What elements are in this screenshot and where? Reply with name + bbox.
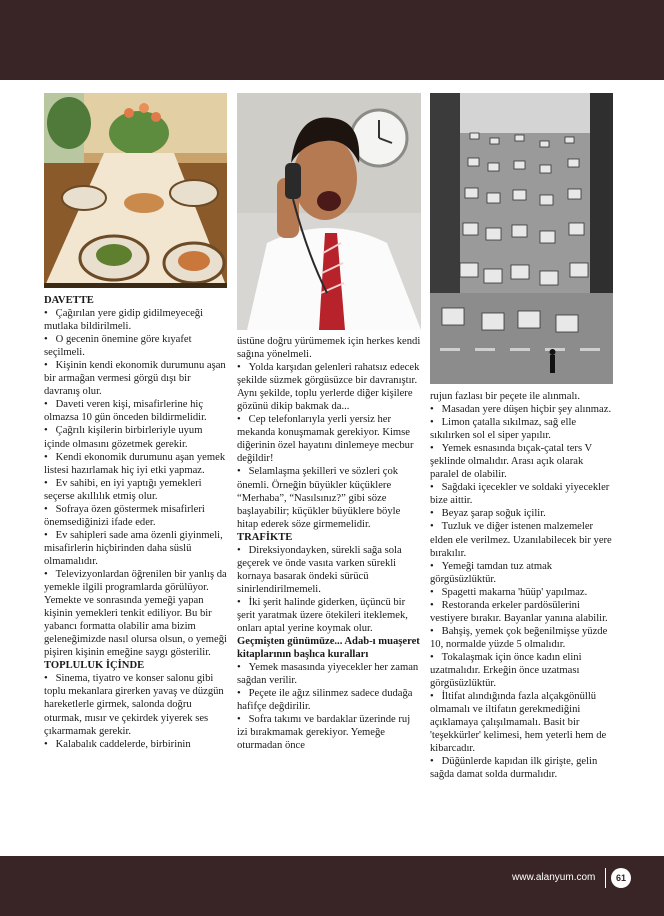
list-item: • Selamlaşma şekilleri ve sözleri çok önemli. Örneğin büyükler küçüklere “Merhaba”, “Nasılsınız?” gibi söze başlayabilir; küçükler büyüklere böyle hitap ederek söze girmemelidir. bbox=[237, 465, 421, 530]
list-item: • Yemeği tamdan tuz atmak görgüsüzlüktür. bbox=[430, 560, 614, 586]
continuation-text: rujun fazlası bir peçete ile alınmalı. bbox=[430, 391, 581, 402]
list-item: • Daveti veren kişi, misafirlerine hiç olmazsa 10 gün önceden bildirmelidir. bbox=[44, 398, 228, 424]
section-heading-davette: DAVETTE bbox=[44, 295, 94, 306]
footer-website-link[interactable]: www.alanyum.com bbox=[512, 872, 596, 883]
list-item: • Tuzluk ve diğer istenen malzemeler elden ele verilmez. Uzanılabilecek bir yere bırakılır. bbox=[430, 520, 614, 559]
traffic-jam-photo bbox=[430, 93, 613, 384]
list-item: • Limon çatalla sıkılmaz, sağ elle sıkılırken sol el siper yapılır. bbox=[430, 416, 614, 442]
bottom-color-band bbox=[0, 856, 664, 916]
list-item: • Yemek esnasında bıçak-çatal ters V şeklinde olmalıdır. Arası açık olarak paralel de olabilir. bbox=[430, 442, 614, 481]
dinner-table-photo bbox=[44, 93, 227, 288]
text-column-2 bbox=[237, 335, 421, 753]
list-item: • O gecenin önemine göre kıyafet seçilmeli. bbox=[44, 333, 228, 359]
section-heading-trafik: TRAFİKTE bbox=[237, 531, 293, 543]
list-item: • Kendi ekonomik durumunu aşan yemek listesi hazırlamak hiç iyi etki yapmaz. bbox=[44, 451, 228, 477]
list-item: • Çağrılı kişilerin birbirleriyle uyum içinde olmasını gözetmek gerekir. bbox=[44, 424, 228, 450]
footer-divider bbox=[605, 868, 606, 888]
list-item: • Tokalaşmak için önce kadın elini uzatmalıdır. Erkeğin önce uzatması görgüsüzlüktür. bbox=[430, 651, 614, 690]
list-item: • Kişinin kendi ekonomik durumunu aşan bir armağan vermesi görgü dışı bir davranış olur. bbox=[44, 359, 228, 398]
list-item: • Televizyonlardan öğrenilen bir yanlış da yemekle ilgili programlarda görülüyor. Yemekte ve sonrasında yemeği yapan kişinin yemekleri tenkit ediliyor. Bu bir yabancı formatta olabilir ama bizim geleneğimizde nasıl olursa olsun, o yemeği pişiren kişinin emeğine saygı gösterilir. bbox=[44, 568, 228, 659]
list-item: • Yolda karşıdan gelenleri rahatsız edecek şekilde süzmek görgüsüzce bir davranıştır. Aynı şekilde, toplu yerlerde diğer kişilere gözünü dikip bakmak da... bbox=[237, 361, 421, 413]
text-column-3 bbox=[430, 390, 614, 781]
list-item: • Ev sahibi, en iyi yaptığı yemekleri seçerse akıllılık etmiş olur. bbox=[44, 477, 228, 503]
list-item: • Peçete ile ağız silinmez sadece dudağa hafifçe değdirilir. bbox=[237, 687, 421, 713]
list-item: • Cep telefonlarıyla yerli yersiz her mekanda konuşmamak gerekiyor. Kimse diğerinin özel hayatını dinlemeye mecbur değildir! bbox=[237, 413, 421, 465]
continuation-text: üstüne doğru yürümemek için herkes kendi sağına yönelmeli. bbox=[237, 336, 421, 361]
top-color-band bbox=[0, 0, 664, 80]
list-item: • İltifat alındığında fazla alçakgönüllü olmamalı ve iltifatın gerekmediğini açıklamaya çalışılmamalı. Basit bir 'teşekkürler' kelimesi, hem yeterli hem de kibarcadır. bbox=[430, 690, 614, 755]
list-item: • Kalabalık caddelerde, birbirinin bbox=[44, 738, 228, 751]
list-item: • İki şerit halinde giderken, üçüncü bir şerit yaratmak üzere ötekileri iteklemek, onları aptal yerine koymak olur. bbox=[237, 596, 421, 635]
list-item: • Sofra takımı ve bardaklar üzerinde ruj izi bırakmamak gerekiyor. Yemeğe oturmadan önce bbox=[237, 713, 421, 752]
section-heading-gecmis: Geçmişten günümüze... Adab-ı muaşeret kitaplarının başlıca kuralları bbox=[237, 636, 420, 661]
list-item: • Çağırılan yere gidip gidilmeyeceği mutlaka bildirilmeli. bbox=[44, 307, 228, 333]
list-item: • Bahşiş, yemek çok beğenilmişse yüzde 10, normalde yüzde 5 olmalıdır. bbox=[430, 625, 614, 651]
section-heading-topluluk: TOPLULUK İÇİNDE bbox=[44, 660, 145, 672]
list-item: • Masadan yere düşen hiçbir şey alınmaz. bbox=[430, 403, 614, 416]
list-item: • Sağdaki içecekler ve soldaki yiyecekler bize aittir. bbox=[430, 481, 614, 507]
shouting-man-phone-photo bbox=[237, 93, 421, 330]
list-item: • Ev sahipleri sade ama özenli giyinmeli, misafirlerin hiçbirinden daha süslü olmamalıdır. bbox=[44, 529, 228, 568]
list-item: • Spagetti makarna 'hüüp' yapılmaz. bbox=[430, 586, 614, 599]
text-column-1 bbox=[44, 294, 228, 751]
list-item: • Sofraya özen göstermek misafirleri önemsediğinizi ifade eder. bbox=[44, 503, 228, 529]
list-item: • Yemek masasında yiyecekler her zaman sağdan verilir. bbox=[237, 661, 421, 687]
list-item: • Sinema, tiyatro ve konser salonu gibi toplu mekanlara girerken yavaş ve düzgün hareketlerle girmek, salonda doğru oturmak, mısır ve çekirdek yiyerek ses çıkarmamak gerekir. bbox=[44, 672, 228, 737]
list-item: • Düğünlerde kapıdan ilk girişte, gelin sağda damat solda durmalıdır. bbox=[430, 755, 614, 781]
page-number-badge: 61 bbox=[611, 868, 631, 888]
list-item: • Restoranda erkeler pardösülerini vestiyere bırakır. Bayanlar yanına alabilir. bbox=[430, 599, 614, 625]
list-item: • Beyaz şarap soğuk içilir. bbox=[430, 507, 614, 520]
list-item: • Direksiyondayken, sürekli sağa sola geçerek ve önde vasıta varken sürekli kornaya basarak öndeki sürücü sinirlendirilmemeli. bbox=[237, 544, 421, 596]
